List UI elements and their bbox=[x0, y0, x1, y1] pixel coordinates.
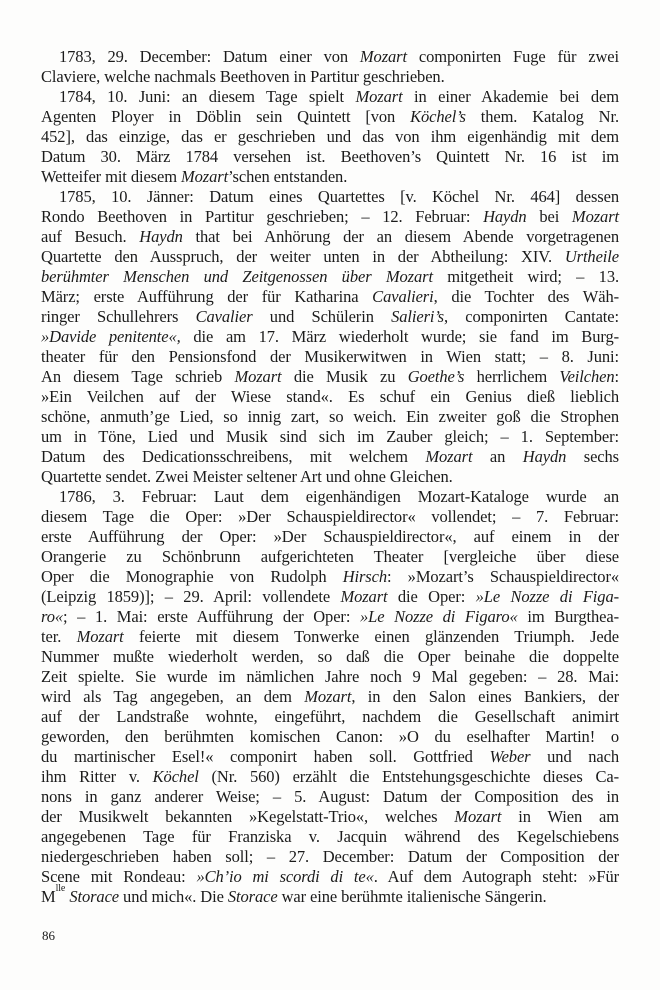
text-run: An diesem Tage schrieb bbox=[41, 367, 235, 386]
text-line bbox=[41, 287, 619, 307]
text-line bbox=[41, 867, 619, 887]
text-run: Datum 30. März 1784 versehen ist. Beethoven’s Quintett Nr. 16 ist im bbox=[41, 147, 619, 166]
text-run: , componirten Cantate: bbox=[443, 307, 619, 326]
text-line bbox=[41, 227, 619, 247]
text-run: 452], das einzige, das er geschrieben und das von ihm eigenhändig mit dem bbox=[41, 127, 619, 146]
text-run: Quartette den Ausspruch, der weiter unten in der Abtheilung: XIV. bbox=[41, 247, 565, 266]
superscript-text: lle bbox=[55, 883, 66, 894]
text-run: März; erste Aufführung der für Katharina bbox=[41, 287, 373, 306]
text-line bbox=[41, 487, 619, 507]
text-run: Scene mit Rondeau: bbox=[41, 867, 197, 886]
text-run: in Wien am bbox=[501, 807, 620, 826]
text-line bbox=[41, 47, 619, 67]
text-run: Datum des Dedicationsschreibens, mit welchem bbox=[41, 447, 426, 466]
text-line bbox=[41, 827, 619, 847]
text-run: war eine berühmte italienische Sängerin. bbox=[277, 887, 547, 906]
italic-text-run: »Ch’io mi scordi di te« bbox=[196, 867, 374, 886]
text-run: mitgetheit wird; – 13. bbox=[432, 267, 619, 286]
text-line bbox=[41, 327, 619, 347]
page-text bbox=[41, 47, 619, 907]
text-line bbox=[41, 127, 619, 147]
italic-text-run: Storace bbox=[69, 887, 120, 906]
text-run: um in Töne, Lied und Musik sind sich im Zauber gleich; – 1. September: bbox=[41, 427, 619, 446]
text-run: du martinischer Esel!« componirt haben soll. Gottfried bbox=[41, 747, 490, 766]
text-line bbox=[41, 347, 619, 367]
text-run: diesem Tage die Oper: »Der Schauspieldirector« vollendet; – 7. Februar: bbox=[41, 507, 619, 526]
text-run: schöne, anmuth’ge Lied, so innig zart, so weich. Ein zweiter goß die Strophen bbox=[41, 407, 619, 426]
text-line bbox=[41, 647, 619, 667]
italic-text-run: Haydn bbox=[139, 227, 183, 246]
italic-text-run: Mozart bbox=[571, 207, 619, 226]
text-line bbox=[41, 567, 619, 587]
text-run: nons in ganz anderer Weise; – 5. August: Datum der Composition des in bbox=[41, 787, 619, 806]
italic-text-run: Haydn bbox=[483, 207, 527, 226]
page-number: 86 bbox=[42, 928, 55, 943]
italic-text-run: Urtheile bbox=[564, 247, 619, 266]
text-run: die am 17. März wiederholt wurde; sie fand im Burg- bbox=[180, 327, 619, 346]
text-line bbox=[41, 107, 619, 127]
text-run: wird als Tag angegeben, an dem bbox=[41, 687, 305, 706]
text-run: und Schülerin bbox=[252, 307, 392, 326]
text-line bbox=[41, 167, 619, 187]
text-run: 1786, 3. Februar: Laut dem eigenhändigen Mozart-Kataloge wurde an bbox=[59, 487, 619, 506]
text-line bbox=[41, 667, 619, 687]
text-line bbox=[41, 407, 619, 427]
text-run: Oper die Monographie von Rudolph bbox=[41, 567, 343, 586]
text-run: Agenten Ployer in Döblin sein Quintett [von bbox=[41, 107, 411, 126]
italic-text-run: Veilchen bbox=[559, 367, 615, 386]
text-line bbox=[41, 87, 619, 107]
text-run: der Musikwelt bekannten »Kegelstatt-Trio«, welches bbox=[41, 807, 455, 826]
italic-text-run: Köchel’s bbox=[410, 107, 466, 126]
italic-text-run: »Davide penitente«, bbox=[41, 327, 181, 346]
text-line bbox=[41, 367, 619, 387]
text-line bbox=[41, 447, 619, 467]
text-run: die Oper: bbox=[387, 587, 476, 606]
text-line bbox=[41, 67, 619, 87]
text-line bbox=[41, 547, 619, 567]
text-line bbox=[41, 687, 619, 707]
text-run: ’schen entstanden. bbox=[228, 167, 348, 186]
italic-text-run: Mozart bbox=[359, 47, 407, 66]
italic-text-run: Mozart bbox=[234, 367, 282, 386]
text-run: auf der Landstraße wohnte, eingeführt, nachdem die Gesellschaft animirt bbox=[41, 707, 619, 726]
text-run: die Musik zu bbox=[281, 367, 408, 386]
text-line bbox=[41, 207, 619, 227]
italic-text-run: Mozart bbox=[304, 687, 352, 706]
text-run: ringer Schullehrers bbox=[41, 307, 196, 326]
text-line bbox=[41, 387, 619, 407]
italic-text-run: Storace bbox=[227, 887, 278, 906]
text-run: 1783, 29. December: Datum einer von bbox=[59, 47, 360, 66]
text-line bbox=[41, 247, 619, 267]
italic-text-run: Mozart bbox=[425, 447, 473, 466]
text-run: an bbox=[472, 447, 523, 466]
text-run: M bbox=[41, 887, 56, 906]
text-run: that bei Anhörung der an diesem Abende vorgetragenen bbox=[182, 227, 619, 246]
text-line bbox=[41, 587, 619, 607]
text-run: Claviere, welche nachmals Beethoven in Partitur geschrieben. bbox=[41, 67, 445, 86]
text-run: Rondo Beethoven in Partitur geschrieben; – 12. Februar: bbox=[41, 207, 484, 226]
text-run: : bbox=[614, 367, 619, 386]
italic-text-run: berühmter Menschen und Zeitgenossen über Mozart bbox=[41, 267, 433, 286]
text-run: ihm Ritter v. bbox=[41, 767, 153, 786]
text-run: . Auf dem Autograph steht: »Für bbox=[373, 867, 619, 886]
italic-text-run: Cavalier bbox=[195, 307, 253, 326]
italic-text-run: Mozart bbox=[76, 627, 124, 646]
text-line bbox=[41, 747, 619, 767]
text-line bbox=[41, 847, 619, 867]
italic-text-run: Mozart bbox=[180, 167, 229, 186]
text-line bbox=[41, 147, 619, 167]
text-run: herrlichem bbox=[464, 367, 560, 386]
text-line bbox=[41, 607, 619, 627]
text-run: »Ein Veilchen auf der Wiese stand«. Es schuf ein Genius dieß lieblich bbox=[41, 387, 619, 406]
text-line bbox=[41, 507, 619, 527]
italic-text-run: Haydn bbox=[522, 447, 567, 466]
text-run: them. Katalog Nr. bbox=[465, 107, 619, 126]
italic-text-run: Weber bbox=[489, 747, 531, 766]
text-line bbox=[41, 767, 619, 787]
italic-text-run: ro« bbox=[41, 607, 64, 626]
text-line bbox=[41, 707, 619, 727]
text-run: und nach bbox=[530, 747, 619, 766]
text-run: Nummer mußte wiederholt werden, so daß die Oper beinahe die doppelte bbox=[41, 647, 619, 666]
text-run: (Leipzig 1859)]; – 29. April: vollendete bbox=[41, 587, 341, 606]
text-line bbox=[41, 467, 619, 487]
text-run: ; – 1. Mai: erste Aufführung der Oper: bbox=[63, 607, 360, 626]
text-line bbox=[41, 307, 619, 327]
text-run: und mich«. Die bbox=[119, 887, 228, 906]
text-run: im Burgthea- bbox=[517, 607, 619, 626]
text-run: Quartette sendet. Zwei Meister seltener Art und ohne Gleichen. bbox=[41, 467, 453, 486]
text-line bbox=[41, 787, 619, 807]
text-line bbox=[41, 807, 619, 827]
text-line bbox=[41, 883, 619, 907]
italic-text-run: »Le Nozze di Figaro« bbox=[359, 607, 518, 626]
text-run: erste Aufführung der Oper: »Der Schauspieldirector«, auf einem in der bbox=[41, 527, 619, 546]
text-run: componirten Fuge für zwei bbox=[406, 47, 619, 66]
text-run: 1785, 10. Jänner: Datum eines Quartettes [v. Köchel Nr. 464] dessen bbox=[59, 187, 619, 206]
italic-text-run: »Le Nozze di Figa- bbox=[475, 587, 619, 606]
italic-text-run: Köchel bbox=[152, 767, 199, 786]
text-run: niedergeschrieben haben soll; – 27. December: Datum der Composition der bbox=[41, 847, 619, 866]
text-run: , die Tochter des Wäh- bbox=[433, 287, 619, 306]
text-line bbox=[41, 187, 619, 207]
text-run: angegebenen Tage für Franziska v. Jacquin während des Kegelschiebens bbox=[41, 827, 619, 846]
italic-text-run: Mozart bbox=[340, 587, 388, 606]
text-run: : »Mozart’s Schauspieldirector« bbox=[387, 567, 619, 586]
text-run: theater für den Pensionsfond der Musikerwitwen in Wien statt; – 8. Juni: bbox=[41, 347, 619, 366]
italic-text-run: Goethe’s bbox=[407, 367, 465, 386]
text-line bbox=[41, 727, 619, 747]
text-run: feierte mit diesem Tonwerke einen glänzenden Triumph. Jede bbox=[123, 627, 619, 646]
italic-text-run: Salieri’s bbox=[391, 307, 444, 326]
text-line bbox=[41, 267, 619, 287]
text-run: Zeit spielte. Sie wurde im nämlichen Jahre noch 9 Mal gegeben: – 28. Mai: bbox=[41, 667, 619, 686]
text-line bbox=[41, 527, 619, 547]
text-line bbox=[41, 427, 619, 447]
text-run: bei bbox=[526, 207, 572, 226]
italic-text-run: Cavalieri bbox=[372, 287, 434, 306]
text-line bbox=[41, 627, 619, 647]
text-run: Orangerie zu Schönbrunn aufgerichteten Theater [vergleiche über diese bbox=[41, 547, 619, 566]
text-run: geworden, den berühmten komischen Canon: »O du eselhafter Martin! o bbox=[41, 727, 619, 746]
text-run: (Nr. 560) erzählt die Entstehungsgeschichte dieses Ca- bbox=[198, 767, 619, 786]
italic-text-run: Hirsch bbox=[342, 567, 388, 586]
italic-text-run: Mozart bbox=[454, 807, 502, 826]
text-run: Wetteifer mit diesem bbox=[41, 167, 181, 186]
text-run: in einer Akademie bei dem bbox=[402, 87, 620, 106]
text-run: , in den Salon eines Bankiers, der bbox=[351, 687, 619, 706]
text-run: sechs bbox=[566, 447, 619, 466]
text-run: auf Besuch. bbox=[41, 227, 140, 246]
text-run: 1784, 10. Juni: an diesem Tage spielt bbox=[59, 87, 356, 106]
italic-text-run: Mozart bbox=[355, 87, 403, 106]
text-run: ter. bbox=[41, 627, 77, 646]
